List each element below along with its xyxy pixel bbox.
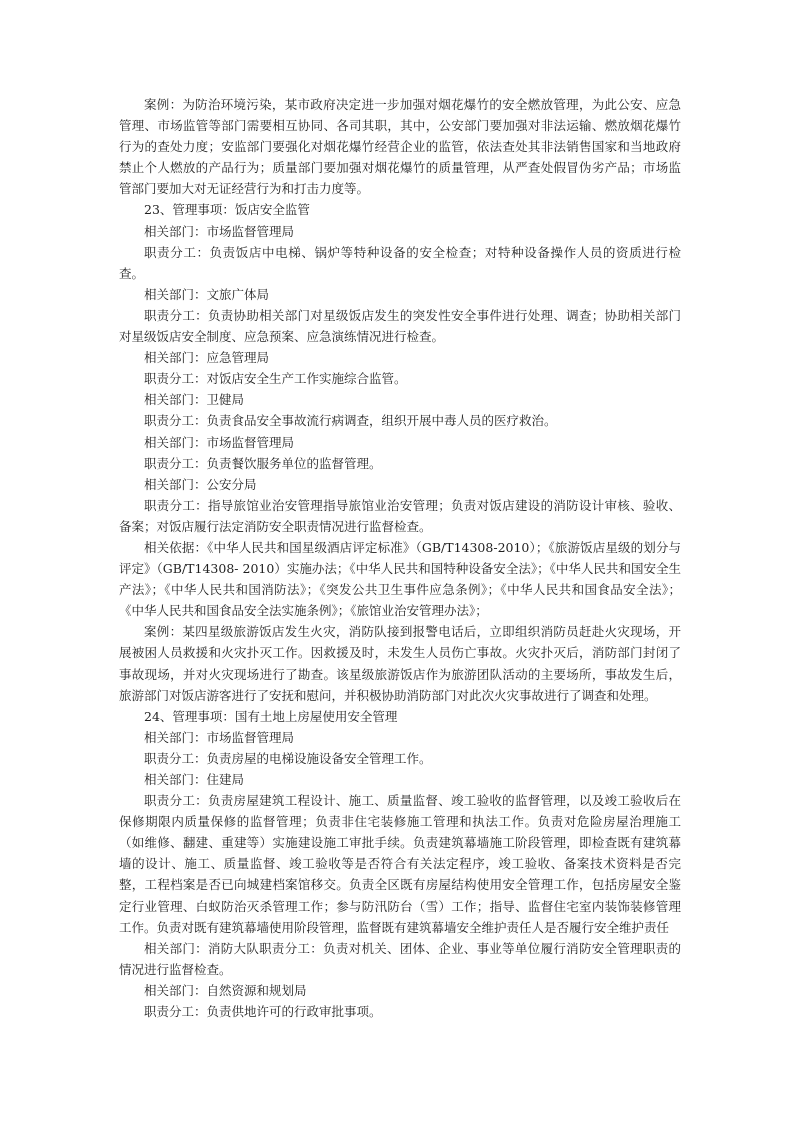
paragraph-dept: 相关部门：文旅广体局	[144, 286, 270, 302]
paragraph-duty: 职责分工：负责房屋的电梯设施设备安全管理工作。	[144, 750, 432, 766]
paragraph-dept: 相关部门：卫健局	[144, 392, 245, 408]
paragraph-dept: 相关部门：公安分局	[144, 476, 257, 492]
paragraph-legal-basis: 相关依据：《中华人民共和国星级酒店评定标准》（GB/T14308-2010）；《旅游饭店星级的划分与评定》（GB/T14308- 2010）实施办法；《中华人民共和国特种设备安全法》；《中华人民共和国安全生产法》；《中华人民共和国消防法》；《突发公共卫生事件应急条例》；《中华人民共和国食品安全法》；《中华人民共和国食品安全法实施条例》；《旅馆业治安管理办法》；	[119, 539, 681, 619]
paragraph-dept-duty: 相关部门：消防大队职责分工：负责对机关、团体、企业、事业等单位履行消防安全管理职责的情况进行监督检查。	[119, 940, 681, 977]
paragraph-duty: 职责分工：指导旅馆业治安管理指导旅馆业治安管理；负责对饭店建设的消防设计审核、验收、备案；对饭店履行法定消防安全职责情况进行监督检查。	[119, 497, 681, 534]
paragraph-dept: 相关部门：市场监督管理局	[144, 223, 295, 239]
paragraph-duty: 职责分工：负责协助相关部门对星级饭店发生的突发性安全事件进行处理、调查；协助相关部门对星级饭店安全制度、应急预案、应急演练情况进行检查。	[119, 307, 681, 345]
paragraph-duty: 职责分工：对饭店安全生产工作实施综合监管。	[144, 371, 407, 387]
paragraph-dept: 相关部门：市场监督管理局	[144, 729, 295, 745]
paragraph-dept: 相关部门：住建局	[144, 772, 245, 787]
heading-item-24: 24、管理事项：国有土地上房屋使用安全管理	[144, 708, 398, 724]
paragraph-duty: 职责分工：负责供地许可的行政审批事项。	[144, 1004, 382, 1020]
heading-item-23: 23、管理事项：饭店安全监管	[144, 202, 310, 218]
paragraph-dept: 相关部门：自然资源和规划局	[144, 982, 307, 998]
paragraph-case-hotel-fire: 案例：某四星级旅游饭店发生火灾，消防队接到报警电话后，立即组织消防员赶赴火灾现场，开展被困人员救援和火灾扑灭工作。因救援及时，未发生人员伤亡事故。火灾扑灭后，消防部门封闭了事故现场，并对火灾现场进行了勘查。该星级旅游饭店作为旅游团队活动的主要场所，事故发生后，旅游部门对饭店游客进行了安抚和慰问，并积极协助消防部门对此次火灾事故进行了调查和处理。	[119, 624, 681, 703]
paragraph-duty: 职责分工：负责食品安全事故流行病调查，组织开展中毒人员的医疗救治。	[144, 413, 557, 429]
paragraph-duty: 职责分工：负责饭店中电梯、锅炉等特种设备的安全检查；对特种设备操作人员的资质进行检查。	[119, 244, 681, 281]
paragraph-case-fireworks: 案例：为防治环境污染，某市政府决定进一步加强对烟花爆竹的安全燃放管理，为此公安、应急管理、市场监管等部门需要相互协同、各司其职，其中，公安部门要加强对非法运输、燃放烟花爆竹行为的查处力度；安监部门要强化对烟花爆竹经营企业的监管，依法查处其非法销售国家和当地政府禁止个人燃放的产品行为；质量部门要加强对烟花爆竹的质量管理，从严查处假冒伪劣产品；市场监管部门要加大对无证经营行为和打击力度等。	[119, 97, 681, 197]
paragraph-duty: 职责分工：负责房屋建筑工程设计、施工、质量监督、竣工验收的监督管理，以及竣工验收后在保修期限内质量保修的监督管理；负责非住宅装修施工管理和执法工作。负责对危险房屋治理施工（如维修、翻建、重建等）实施建设施工审批手续。负责建筑幕墙施工阶段管理，即检查既有建筑幕墙的设计、施工、质量监督、竣工验收等是否符合有关法定程序，竣工验收、备案技术资料是否完整，工程档案是否已向城建档案馆移交。负责全区既有房屋结构使用安全管理工作，包括房屋安全鉴定行业管理、白蚁防治灭杀管理工作；参与防汛防台（雪）工作；指导、监督住宅室内装饰装修管理工作。负责对既有建筑幕墙使用阶段管理，监督既有建筑幕墙安全维护责任人是否履行安全维护责任	[119, 793, 681, 935]
paragraph-dept: 相关部门：市场监督管理局	[144, 434, 295, 450]
document-page	[119, 94, 681, 1022]
paragraph-dept: 相关部门：应急管理局	[144, 350, 270, 366]
paragraph-duty: 职责分工：负责餐饮服务单位的监督管理。	[144, 455, 382, 471]
